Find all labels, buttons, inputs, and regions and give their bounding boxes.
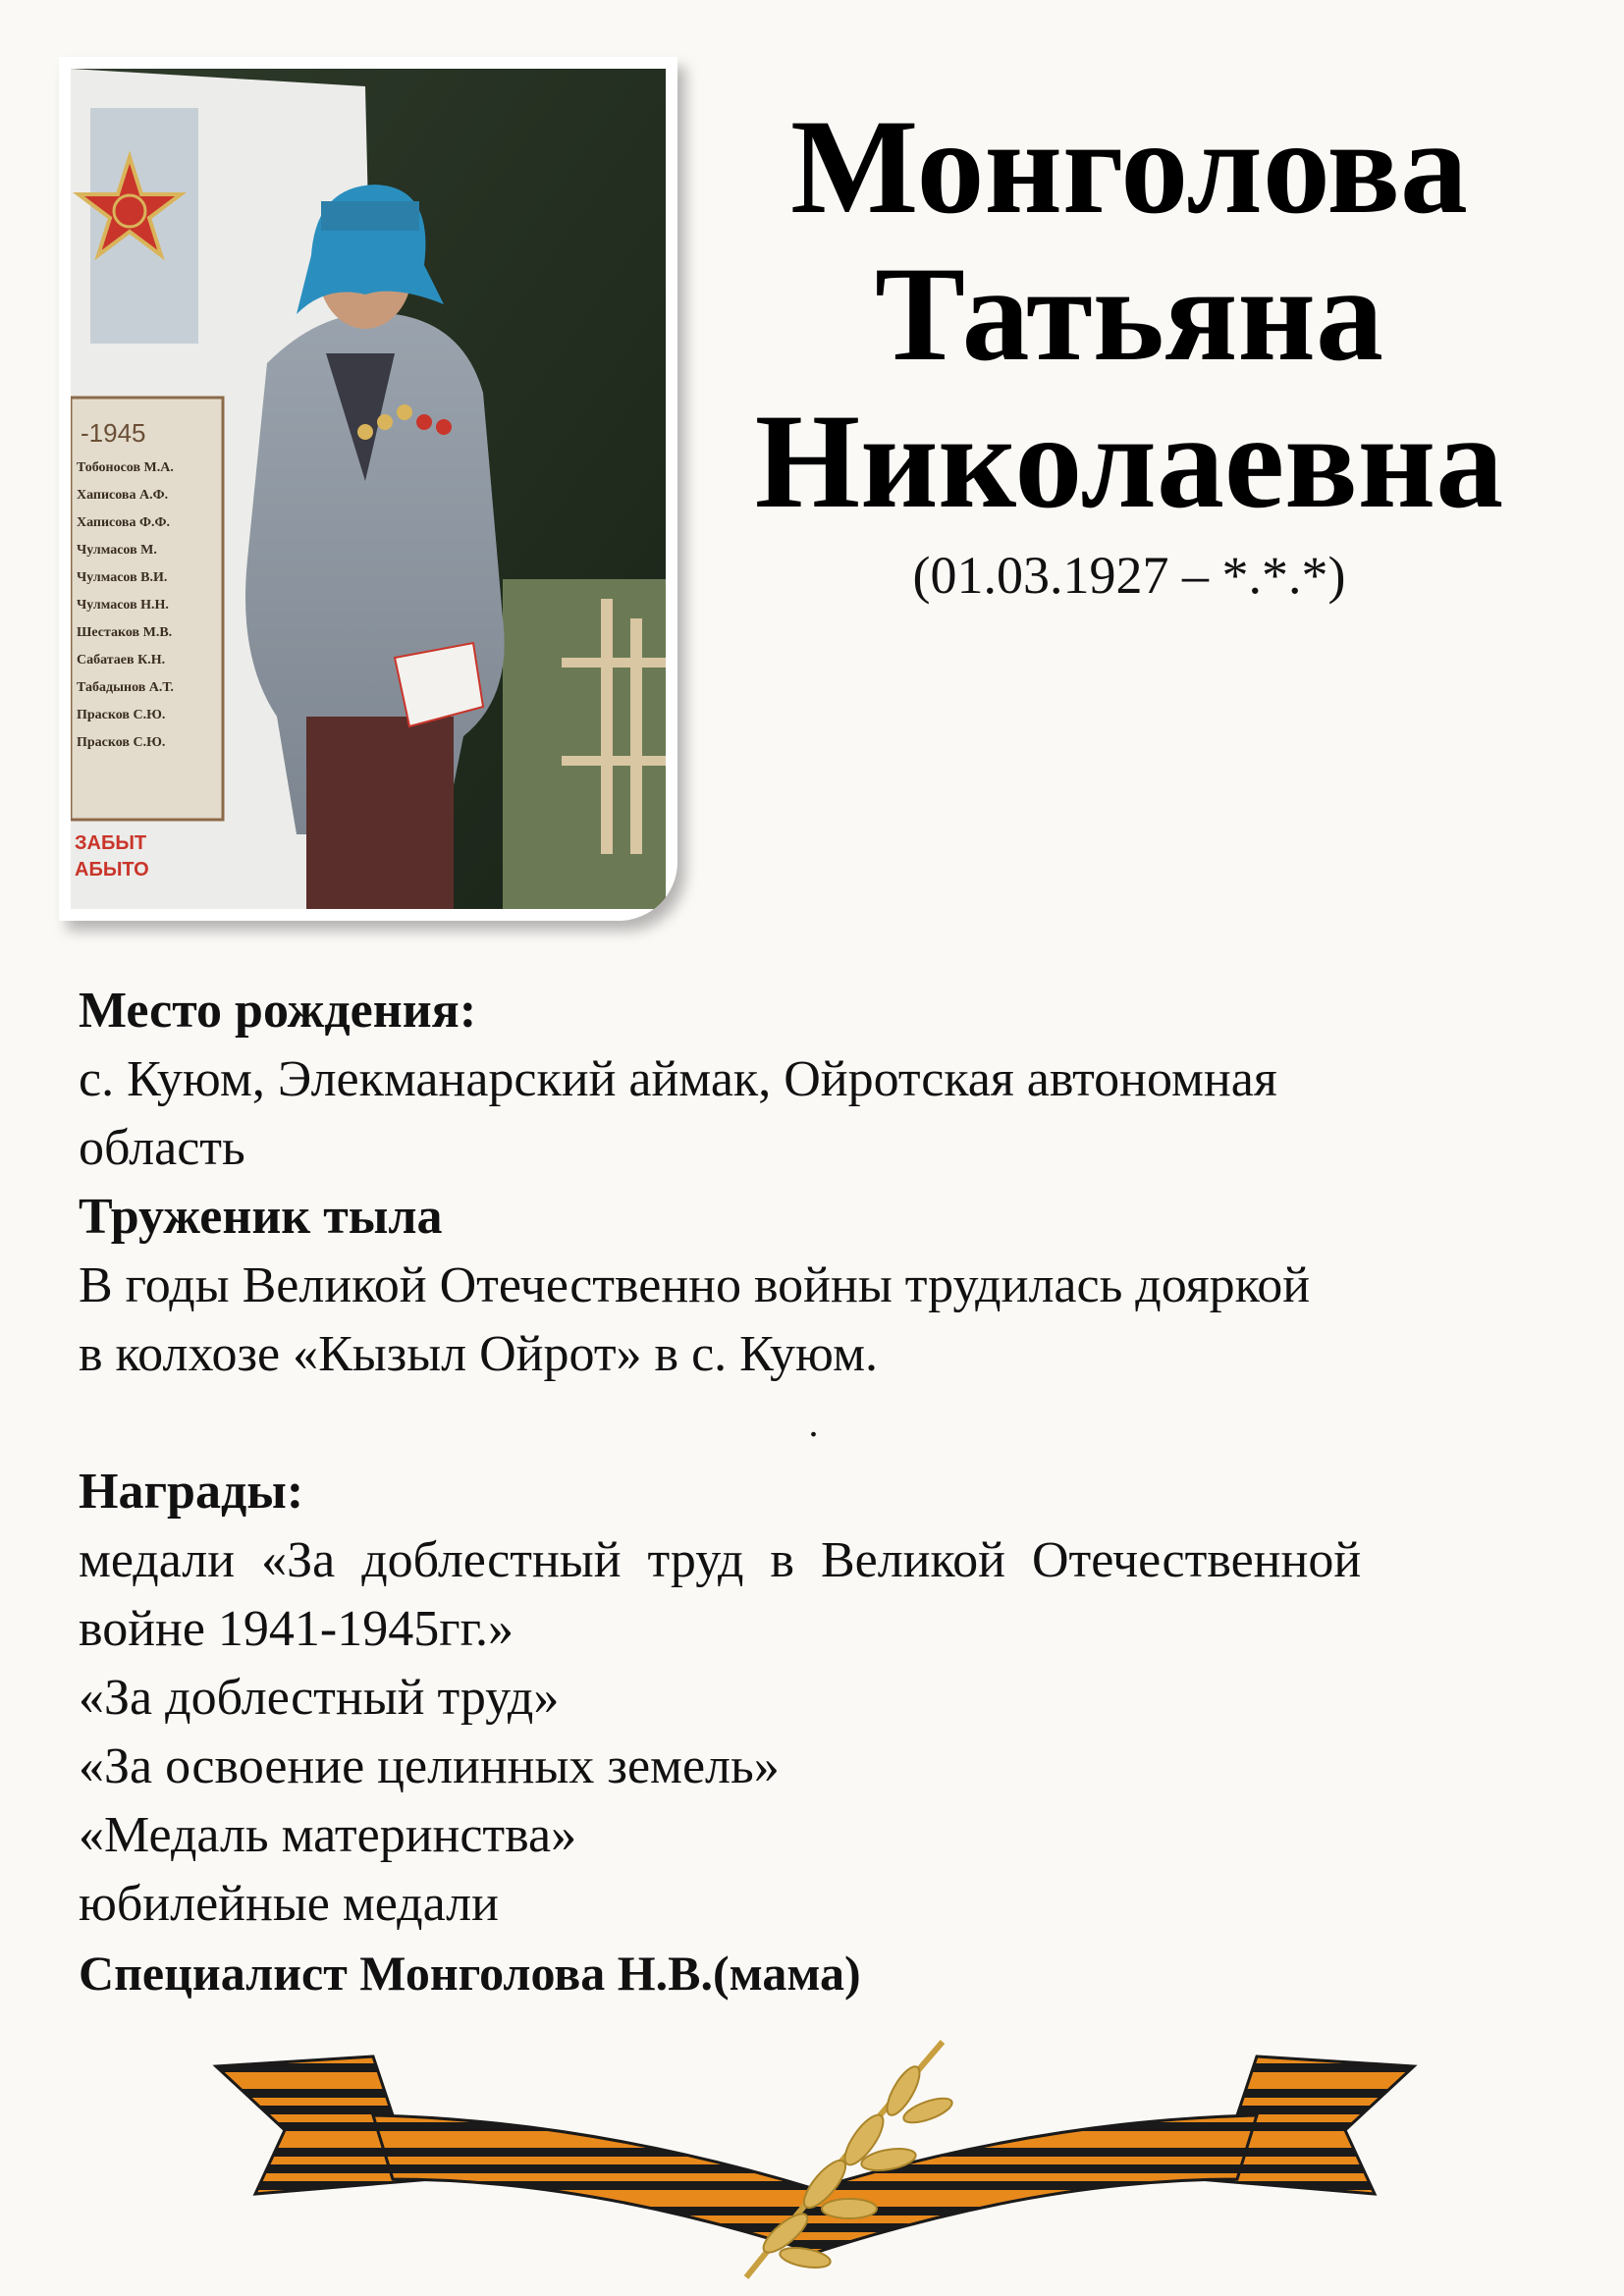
- award-item: «За освоение целинных земель»: [79, 1738, 780, 1794]
- portrait-illustration: [71, 69, 666, 909]
- birthplace-heading: Место рождения:: [79, 983, 477, 1039]
- awards-line-2: войне 1941-1945гг.»: [79, 1601, 514, 1657]
- memorial-name: Чулмасов В.И.: [77, 570, 168, 585]
- life-dates: (01.03.1927 – *.*.*): [912, 546, 1346, 605]
- st-george-ribbon-icon: [196, 2022, 1434, 2287]
- memorial-name: Шестаков М.В.: [77, 625, 173, 640]
- memorial-name: Табадынов А.Т.: [77, 680, 174, 695]
- memorial-name: Сабатаев К.Н.: [77, 653, 166, 667]
- memorial-name: Чулмасов Н.Н.: [77, 598, 169, 613]
- award-item: «Медаль материнства»: [79, 1807, 577, 1863]
- award-item: юбилейные медали: [79, 1876, 499, 1932]
- memorial-name: Прасков С.Ю.: [77, 735, 166, 750]
- memorial-name: Хаписова Ф.Ф.: [77, 515, 171, 530]
- memorial-years: -1945: [81, 418, 146, 448]
- status-heading: Труженик тыла: [79, 1189, 443, 1245]
- biography: [79, 977, 1551, 2007]
- status-line-1: В годы Великой Отечественно войны трудилась дояркой: [79, 1257, 1311, 1313]
- awards-heading: Награды:: [79, 1464, 304, 1520]
- memorial-name: Прасков С.Ю.: [77, 708, 166, 722]
- signature: Специалист Монголова Н.В.(мама): [79, 1946, 861, 2001]
- memorial-name: Хаписова А.Ф.: [77, 488, 169, 503]
- portrait-photo: [59, 57, 677, 921]
- memorial-slogan-1: ЗАБЫТ: [75, 832, 147, 854]
- memorial-name: Тобоносов М.А.: [77, 460, 174, 475]
- memorial-name: Чулмасов М.: [77, 543, 157, 558]
- separator-dot: .: [808, 1401, 819, 1445]
- birthplace-line-2: область: [79, 1120, 245, 1176]
- memorial-slogan-2: АБЫТО: [75, 859, 149, 881]
- first-name: Татьяна: [875, 239, 1383, 389]
- award-item: «За доблестный труд»: [79, 1670, 560, 1726]
- name-block: [746, 93, 1512, 610]
- status-line-2: в колхозе «Кызыл Ойрот» в с. Куюм.: [79, 1326, 879, 1382]
- patronymic: Николаевна: [754, 386, 1504, 536]
- surname: Монголова: [790, 91, 1468, 241]
- awards-line-1: медали «За доблестный труд в Великой Отечественной: [79, 1532, 1362, 1588]
- birthplace-line-1: с. Куюм, Элекманарский аймак, Ойротская автономная: [79, 1051, 1277, 1107]
